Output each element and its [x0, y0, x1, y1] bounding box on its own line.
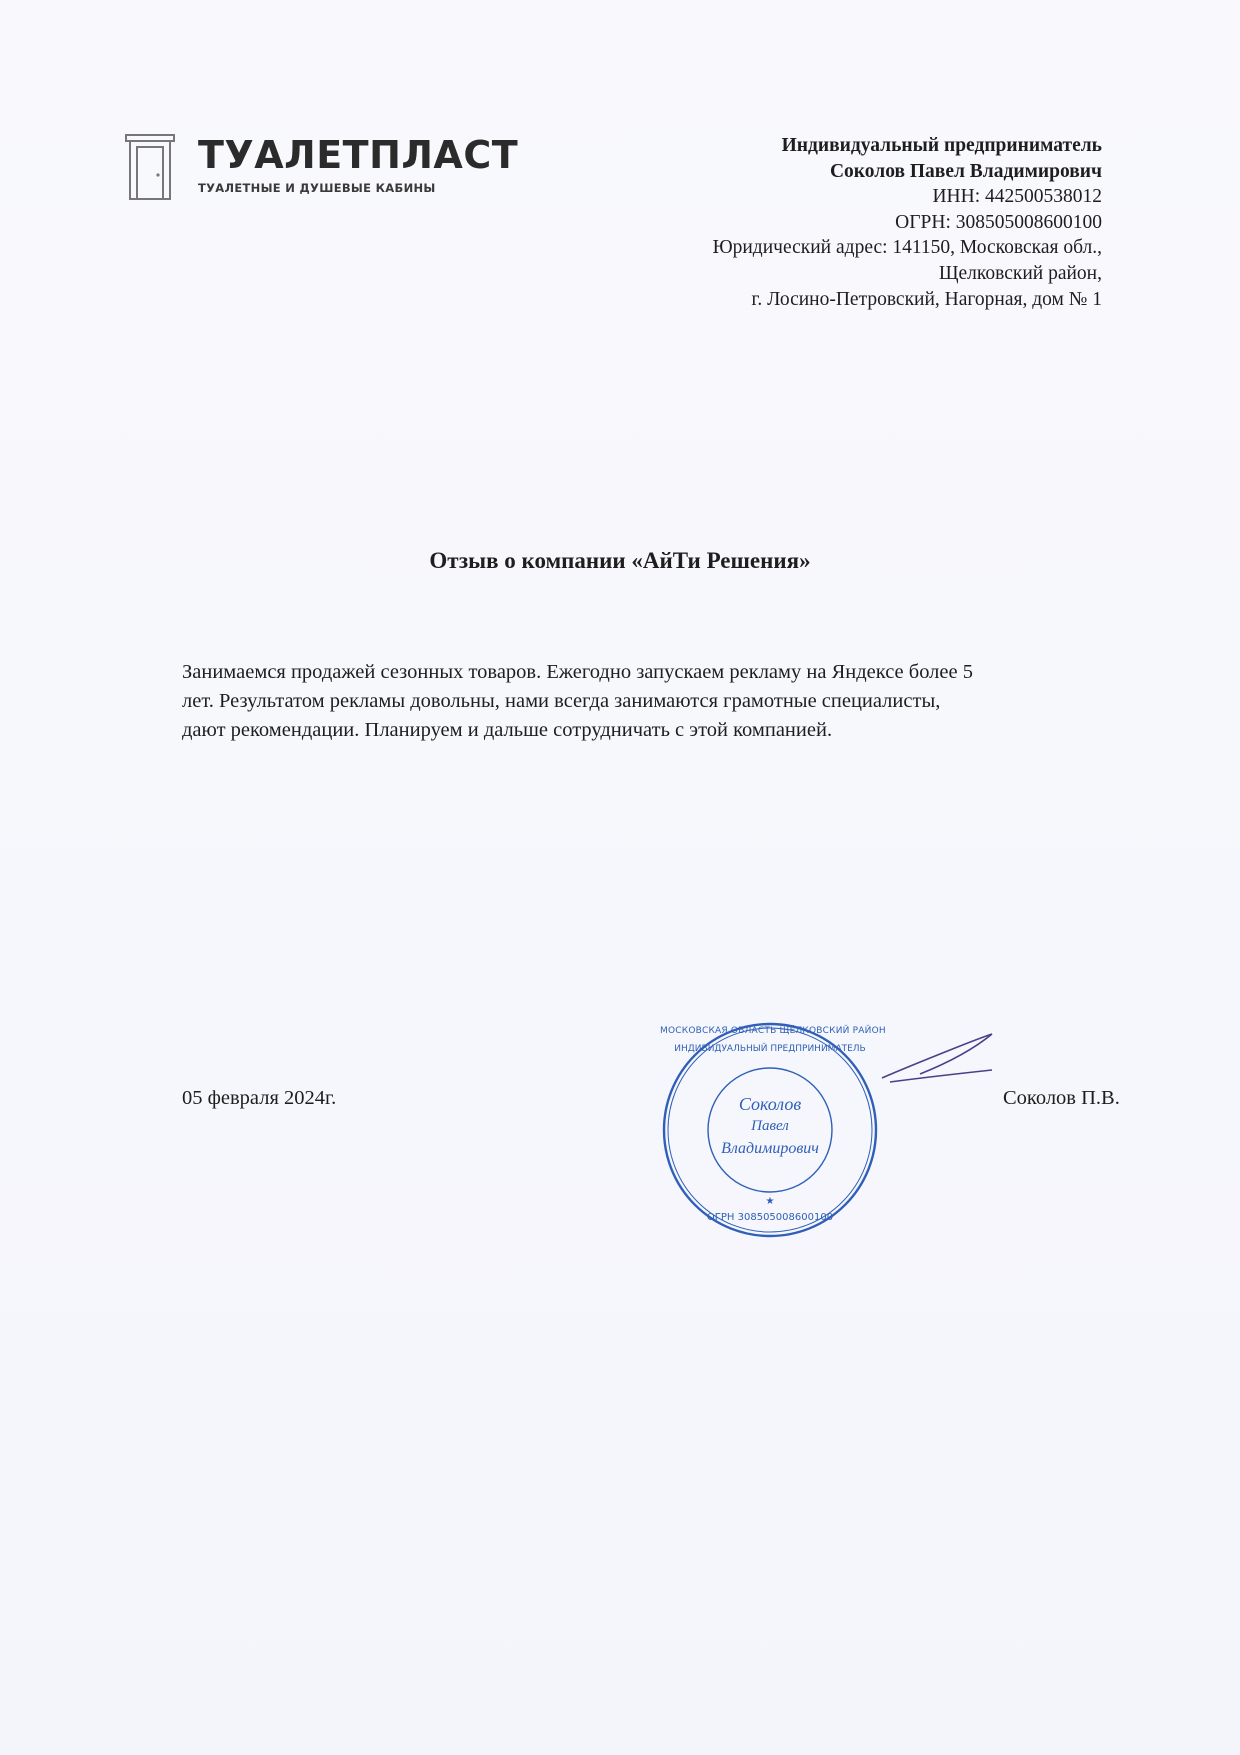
- seal-outer-text: МОСКОВСКАЯ ОБЛАСТЬ ЩЁЛКОВСКИЙ РАЙОН: [660, 1026, 886, 1036]
- door-icon: [125, 133, 175, 201]
- handwritten-signature: [880, 1030, 995, 1090]
- document-title: Отзыв о компании «АйТи Решения»: [429, 548, 811, 573]
- logo-subtitle: ТУАЛЕТНЫЕ И ДУШЕВЫЕ КАБИНЫ: [198, 181, 436, 195]
- seal-ogrn-text: ОГРН 308505008600100: [706, 1212, 834, 1223]
- address-line-3: г. Лосино-Петровский, Нагорная, дом № 1: [751, 288, 1102, 310]
- address-line-2: Щелковский район,: [938, 262, 1102, 284]
- seal-center-name: Павел: [751, 1118, 789, 1134]
- seal-center-patronymic: Владимирович: [721, 1140, 819, 1157]
- body-line: дают рекомендации. Планируем и дальше сотрудничать с этой компанией.: [182, 719, 833, 741]
- company-logo: [125, 133, 519, 203]
- body-line: лет. Результатом рекламы довольны, нами всегда занимаются грамотные специалисты,: [182, 690, 941, 712]
- inn: ИНН: 442500538012: [932, 186, 1102, 208]
- entrepreneur-type: Индивидуальный предприниматель: [781, 135, 1102, 156]
- seal-inner-text: ИНДИВИДУАЛЬНЫЙ ПРЕДПРИНИМАТЕЛЬ: [674, 1044, 866, 1054]
- ogrn: ОГРН: 308505008600100: [895, 211, 1102, 233]
- seal-star: ★: [765, 1196, 775, 1207]
- body-line: Занимаемся продажей сезонных товаров. Ежегодно запускаем рекламу на Яндексе более 5: [182, 661, 973, 683]
- seal-center-surname: Соколов: [738, 1094, 802, 1114]
- document-date: 05 февраля 2024г.: [182, 1087, 337, 1109]
- address-line-1: Юридический адрес: 141150, Московская обл.,: [712, 237, 1102, 259]
- logo-title: ТУАЛЕТПЛАСТ: [198, 133, 519, 177]
- signer-name: Соколов П.В.: [1003, 1087, 1120, 1109]
- document-body: [182, 658, 1122, 745]
- requisites-block: [713, 133, 1102, 312]
- seal-stamp: [660, 1020, 886, 1240]
- entrepreneur-name: Соколов Павел Владимирович: [829, 160, 1102, 182]
